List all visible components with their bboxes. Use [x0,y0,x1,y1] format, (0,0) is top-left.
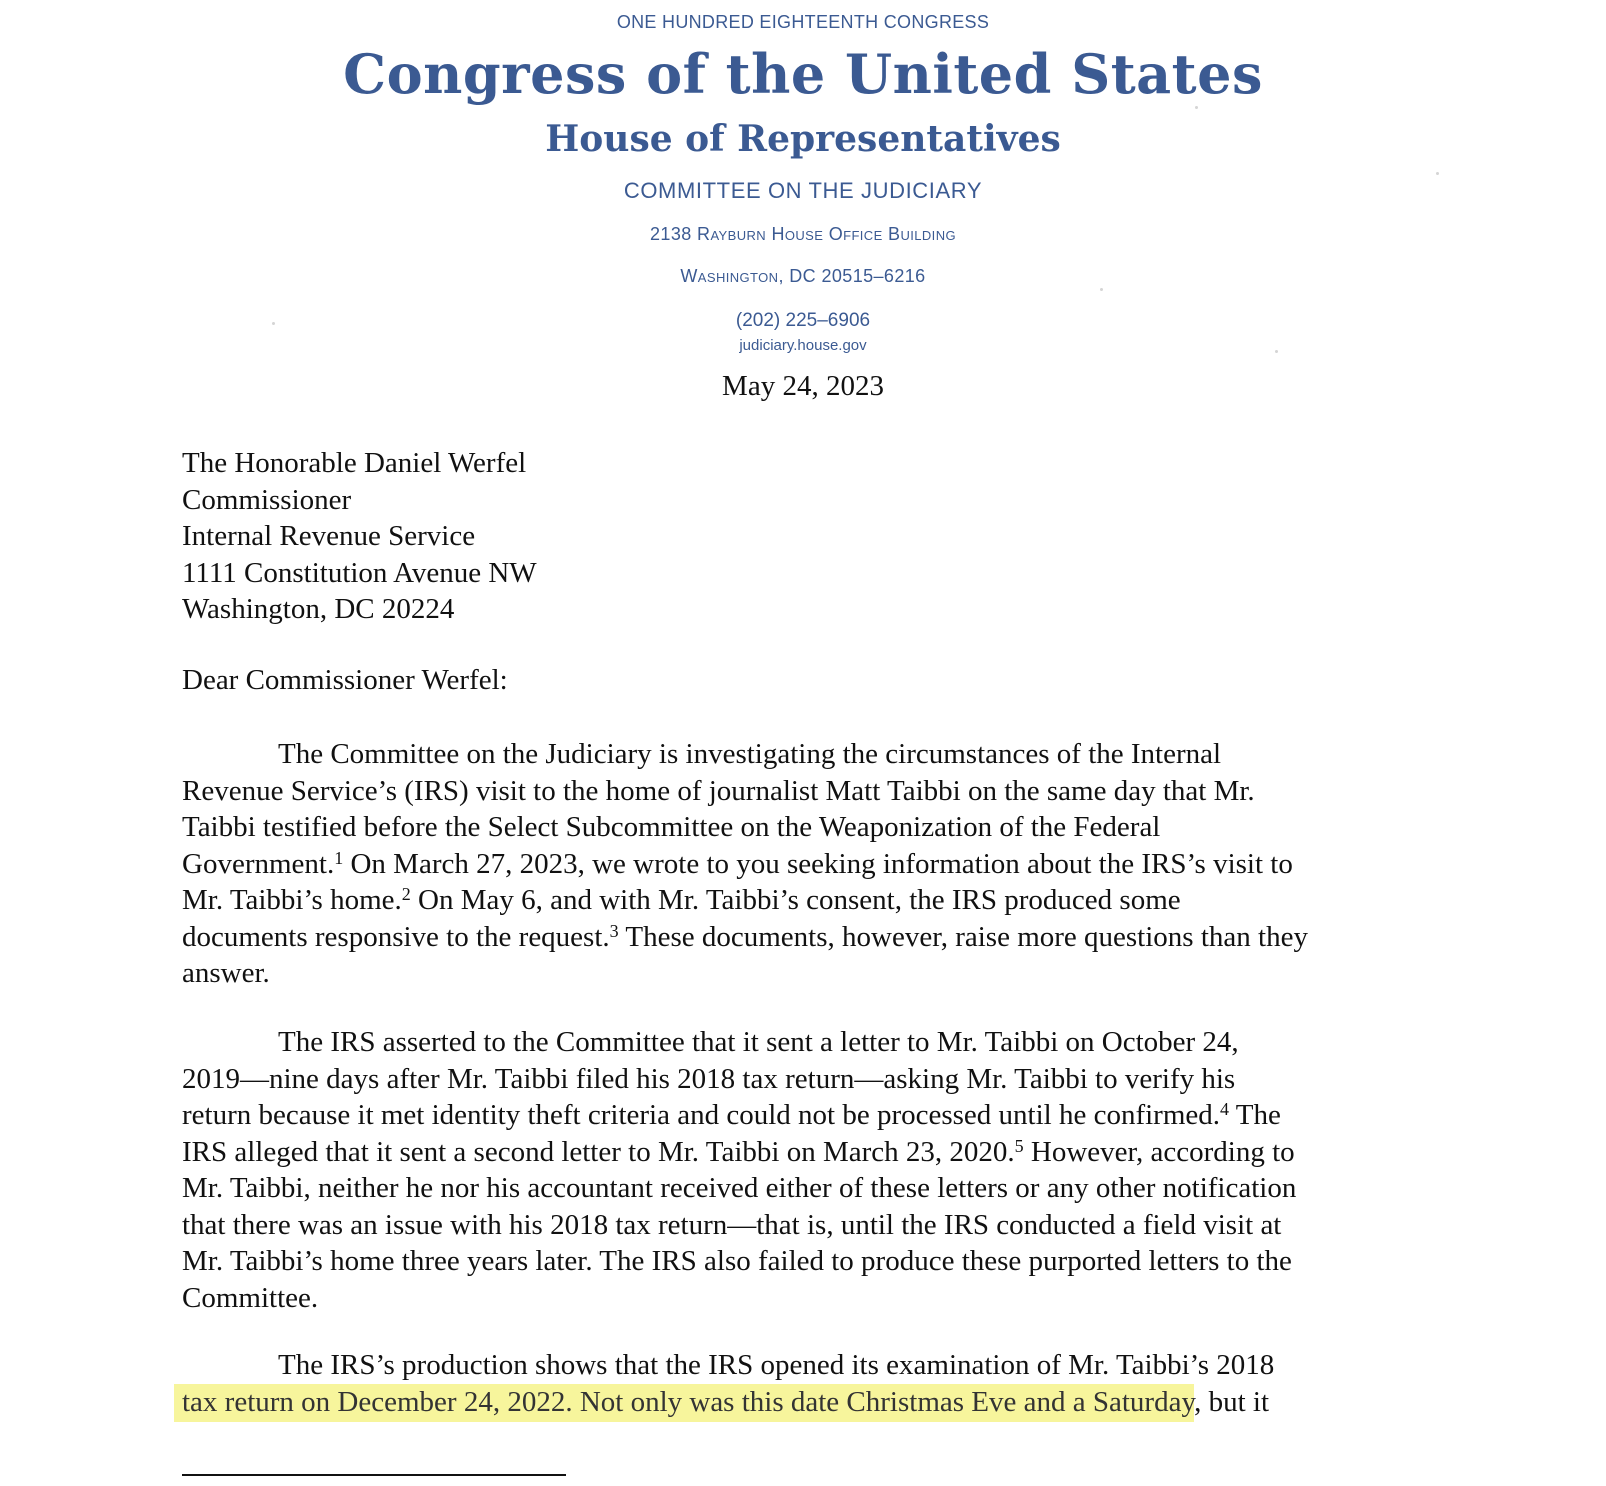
letterhead-committee: COMMITTEE ON THE JUDICIARY [623,178,983,203]
addressee-agency: Internal Revenue Service [182,520,476,552]
p1-line-2: Revenue Service’s (IRS) visit to the home of journalist Matt Taibbi on the same day that Mr. [182,774,1255,807]
letterhead-address-line2: Washington, DC 20515–6216 [680,266,926,286]
p2-line-4b: However, according to [1023,1135,1295,1168]
footnote-ref-1[interactable]: 1 [334,847,344,868]
p1-line-1: The Committee on the Judiciary is investigating the circumstances of the Internal [278,738,1222,770]
footnote-separator [182,1474,566,1476]
scan-speck [272,322,275,325]
p2-line-5: Mr. Taibbi, neither he nor his accountant received either of these letters or any other notification [182,1172,1297,1204]
congress-number: ONE HUNDRED EIGHTEENTH CONGRESS [616,12,990,32]
letterhead-title: Congress of the United States [343,42,1263,106]
p1-line-4a: Government. [182,847,335,880]
p3-line-2-rest: , but it [1194,1385,1269,1418]
paragraph-1 [182,736,1422,992]
p1-line-4b: On March 27, 2023, we wrote to you seeking information about the IRS’s visit to [343,847,1293,880]
footnote-ref-5[interactable]: 5 [1014,1135,1024,1156]
letter-date: May 24, 2023 [722,370,884,402]
p2-line-2: 2019—nine days after Mr. Taibbi filed his 2018 tax return—asking Mr. Taibbi to verify his [182,1062,1236,1095]
p2-line-4a: IRS alleged that it sent a second letter to Mr. Taibbi on March 23, 2020. [182,1135,1015,1168]
scan-speck [1100,288,1103,291]
p2-line-1: The IRS asserted to the Committee that it sent a letter to Mr. Taibbi on October 24, [278,1026,1239,1058]
p1-line-7: answer. [182,957,270,989]
p1-line-5b: On May 6, and with Mr. Taibbi’s consent, the IRS produced some [410,884,1181,916]
letterhead-address-line1: 2138 Rayburn House Office Building [650,224,956,244]
p1-line-6b: These documents, however, raise more questions than they [618,920,1308,953]
addressee-name: The Honorable Daniel Werfel [182,447,527,479]
scan-speck [1275,350,1278,353]
addressee-street: 1111 Constitution Avenue NW [182,556,537,589]
p1-line-6a: documents responsive to the request. [182,920,610,953]
p2-line-3b: The [1229,1099,1281,1131]
p2-line-8: Committee. [182,1281,319,1314]
addressee-title: Commissioner [182,483,352,516]
letterhead-phone: (202) 225–6906 [735,310,871,331]
p2-line-3a: return because it met identity theft criteria and could not be processed until he confirmed. [182,1099,1220,1131]
p1-line-5a: Mr. Taibbi’s home. [182,884,402,916]
p2-line-6: that there was an issue with his 2018 tax return—that is, until the IRS conducted a field visit at [182,1208,1282,1241]
letterhead-chamber: House of Representatives [545,118,1061,160]
footnote-ref-3[interactable]: 3 [609,920,619,941]
addressee-block [182,445,1422,628]
highlighted-text: tax return on December 24, 2022. Not only was this date Christmas Eve and a Saturday [174,1384,1194,1422]
p2-line-7: Mr. Taibbi’s home three years later. The IRS also failed to produce these purported letters to the [182,1245,1292,1277]
addressee-city: Washington, DC 20224 [182,593,455,625]
scan-speck [1436,172,1439,175]
scan-speck [1195,106,1198,109]
footnote-ref-2[interactable]: 2 [401,884,411,905]
paragraph-2 [182,1024,1422,1316]
salutation: Dear Commissioner Werfel: [182,664,508,696]
footnote-ref-4[interactable]: 4 [1220,1099,1229,1120]
paragraph-3 [182,1347,1422,1420]
p1-line-3: Taibbi testified before the Select Subcommittee on the Weaponization of the Federal [182,811,1161,843]
p3-line-1: The IRS’s production shows that the IRS opened its examination of Mr. Taibbi’s 2018 [278,1349,1275,1381]
letterhead-website[interactable]: judiciary.house.gov [739,337,867,354]
